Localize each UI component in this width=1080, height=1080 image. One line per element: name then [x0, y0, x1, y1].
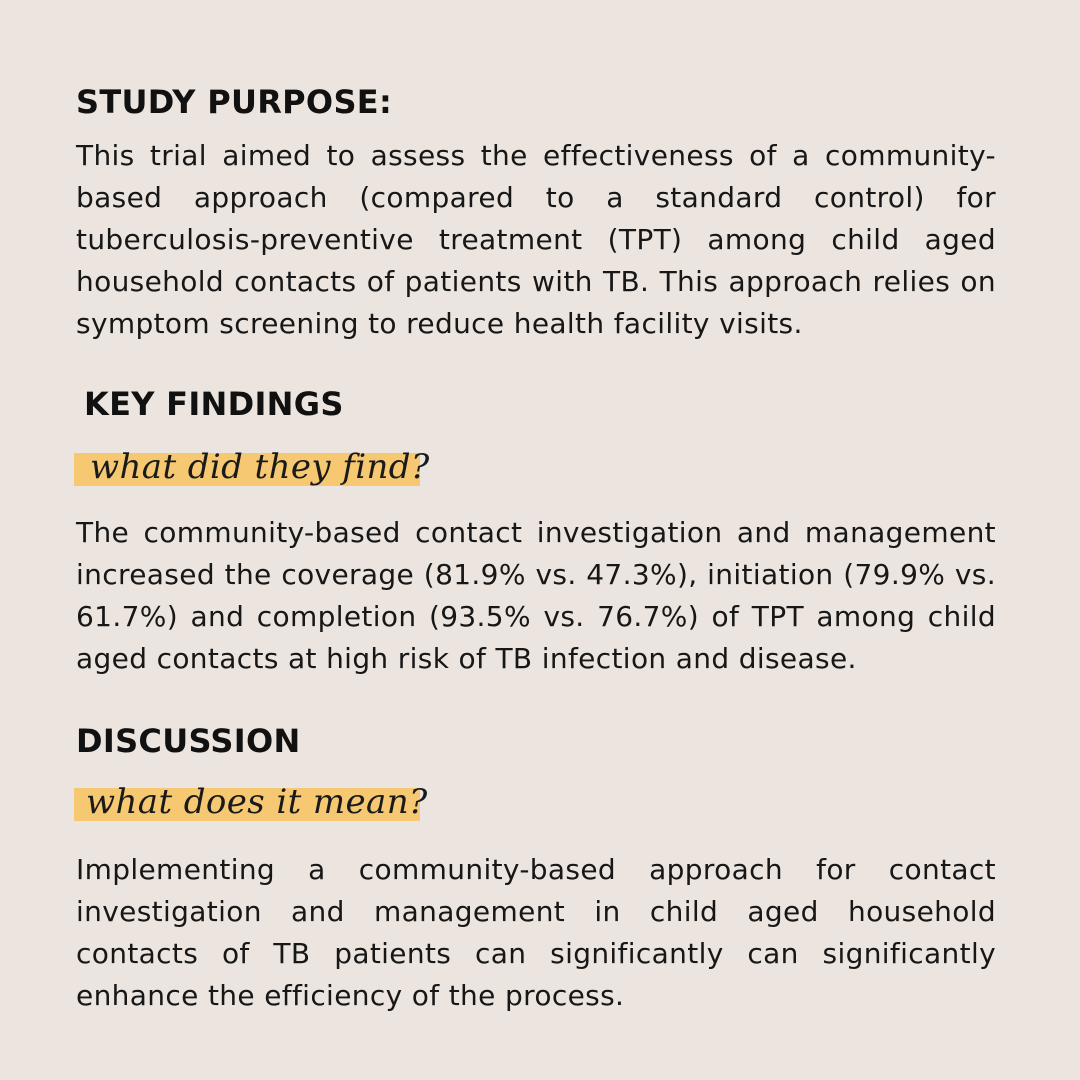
discussion-heading: DISCUSSION	[76, 722, 301, 760]
key-findings-text: The community-based contact investigation and management increased the coverage (81.9% vs. 47.3%), initiation (79.9% vs. 61.7%) and completion (93.5% vs. 76.7%) of TPT among child aged contacts at high risk of TB infection and disease.	[76, 516, 996, 675]
key-findings-tagline: what did they find?	[90, 447, 430, 487]
key-findings-heading: KEY FINDINGS	[84, 385, 344, 423]
study-purpose-heading: STUDY PURPOSE:	[76, 83, 393, 121]
discussion-tagline: what does it mean?	[86, 782, 428, 822]
discussion-text: Implementing a community-based approach for contact investigation and management in child aged household contacts of TB patients can significantly can significantly enhance the efficiency of the process.	[76, 853, 996, 1012]
study-purpose-text: This trial aimed to assess the effectiveness of a community-based approach (compared to a standard control) for tuberculosis-preventive treatment (TPT) among child aged household contacts of patients with TB. This approach relies on symptom screening to reduce health facility visits.	[76, 139, 996, 340]
